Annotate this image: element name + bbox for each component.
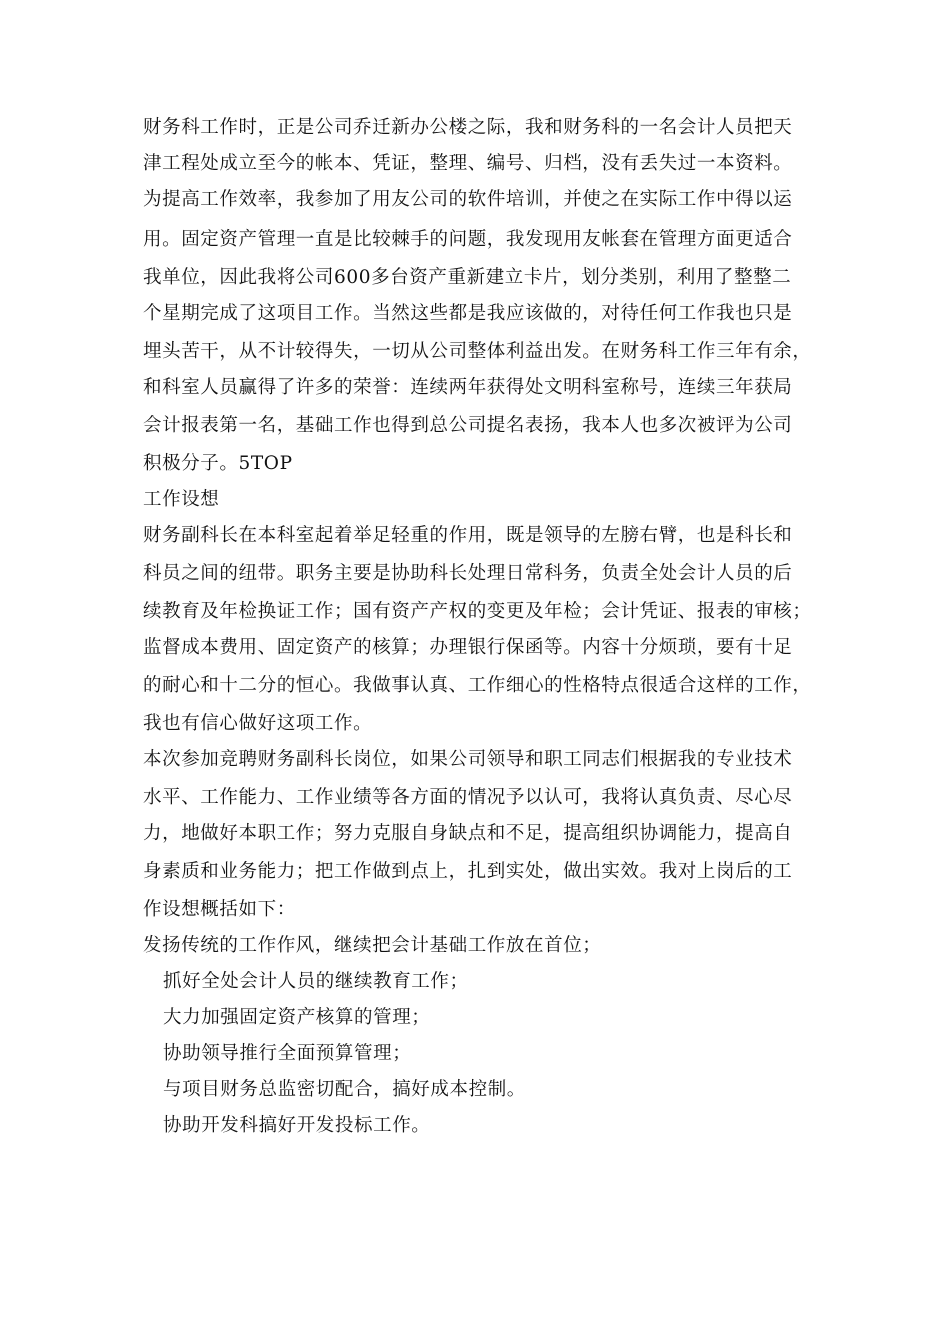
section-heading: 工作设想 bbox=[143, 489, 220, 510]
text-line: 积极分子。5TOP bbox=[143, 453, 293, 474]
text-line: 个星期完成了这项目工作。当然这些都是我应该做的，对待任何工作我也只是 bbox=[143, 303, 793, 324]
text-line: 续教育及年检换证工作；国有资产产权的变更及年检；会计凭证、报表的审核； bbox=[143, 601, 812, 622]
text-line: 监督成本费用、固定资产的核算；办理银行保函等。内容十分烦琐，要有十足 bbox=[143, 637, 793, 658]
text-line: 本次参加竞聘财务副科长岗位，如果公司领导和职工同志们根据我的专业技术 bbox=[143, 749, 793, 770]
text-line: 津工程处成立至今的帐本、凭证，整理、编号、归档，没有丢失过一本资料。 bbox=[143, 153, 793, 174]
text-line: 财务副科长在本科室起着举足轻重的作用，既是领导的左膀右臂，也是科长和 bbox=[143, 525, 793, 546]
text-line: 水平、工作能力、工作业绩等各方面的情况予以认可，我将认真负责、尽心尽 bbox=[143, 787, 793, 808]
text-line: 力，地做好本职工作；努力克服自身缺点和不足，提高组织协调能力，提高自 bbox=[143, 823, 793, 844]
text-line: 科员之间的纽带。职务主要是协助科长处理日常科务，负责全处会计人员的后 bbox=[143, 563, 793, 584]
list-item: 与项目财务总监密切配合，搞好成本控制。 bbox=[163, 1079, 526, 1100]
text-line: 为提高工作效率，我参加了用友公司的软件培训，并使之在实际工作中得以运 bbox=[143, 189, 793, 210]
text-line: 和科室人员赢得了许多的荣誉：连续两年获得处文明科室称号，连续三年获局 bbox=[143, 377, 793, 398]
text-line: 的耐心和十二分的恒心。我做事认真、工作细心的性格特点很适合这样的工作， bbox=[143, 675, 812, 696]
text-line: 我单位，因此我将公司600多台资产重新建立卡片，划分类别，利用了整整二 bbox=[143, 267, 792, 288]
text-line: 作设想概括如下： bbox=[143, 899, 296, 920]
text-line: 财务科工作时，正是公司乔迁新办公楼之际，我和财务科的一名会计人员把天 bbox=[143, 117, 793, 138]
text-line: 我也有信心做好这项工作。 bbox=[143, 713, 373, 734]
text-line: 用。固定资产管理一直是比较棘手的问题，我发现用友帐套在管理方面更适合 bbox=[143, 229, 793, 250]
list-item: 协助开发科搞好开发投标工作。 bbox=[163, 1115, 431, 1136]
list-item: 大力加强固定资产核算的管理； bbox=[163, 1007, 431, 1028]
list-item: 抓好全处会计人员的继续教育工作； bbox=[163, 971, 469, 992]
text-line: 身素质和业务能力；把工作做到点上，扎到实处，做出实效。我对上岗后的工 bbox=[143, 861, 793, 882]
text-line: 埋头苦干，从不计较得失，一切从公司整体利益出发。在财务科工作三年有余， bbox=[143, 341, 812, 362]
list-item: 协助领导推行全面预算管理； bbox=[163, 1043, 412, 1064]
text-line: 会计报表第一名，基础工作也得到总公司提名表扬，我本人也多次被评为公司 bbox=[143, 415, 793, 436]
list-intro-line: 发扬传统的工作作风，继续把会计基础工作放在首位； bbox=[143, 935, 602, 956]
